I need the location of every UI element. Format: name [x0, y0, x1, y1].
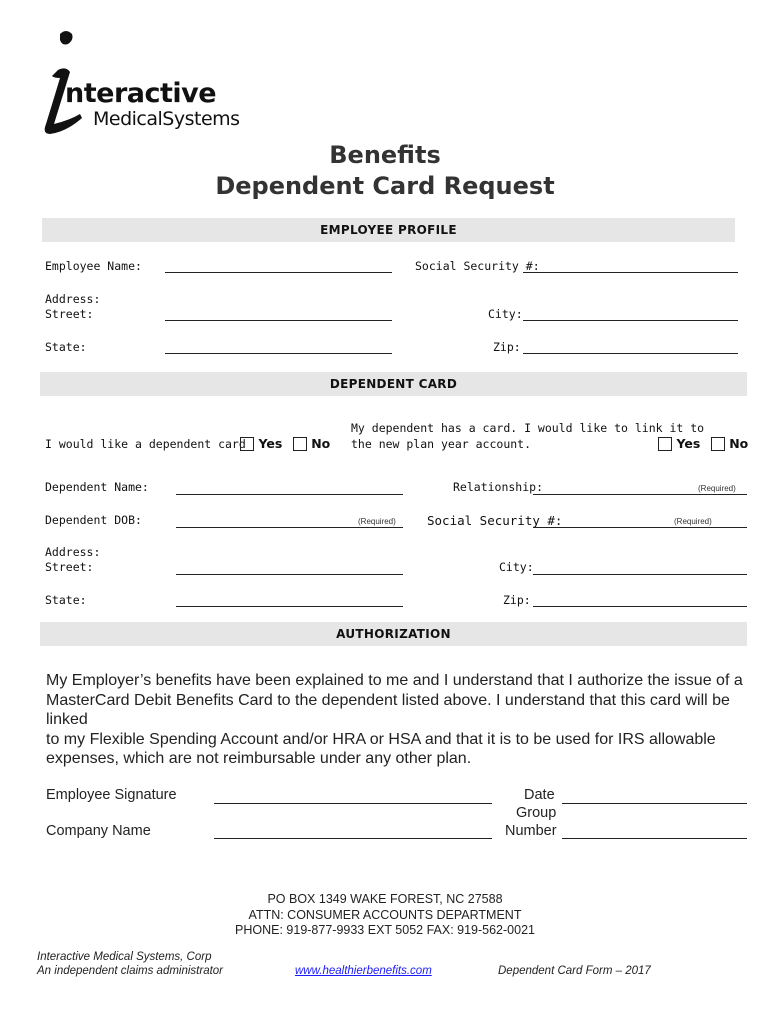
authorization-text-line1: My Employer’s benefits have been explained to me and I understand that I authorize the issue of a: [46, 672, 743, 689]
dependent-ssn-label: Social Security #:: [427, 513, 563, 528]
dependent-name-label: Dependent Name:: [45, 480, 149, 494]
mailing-address: PO BOX 1349 WAKE FOREST, NC 27588: [267, 892, 503, 906]
dependent-street-field[interactable]: [176, 574, 403, 575]
employee-signature-label: Employee Signature: [46, 787, 177, 803]
authorization-text-line2: MasterCard Debit Benefits Card to the dependent listed above. I understand that this card will be linked: [46, 691, 730, 728]
ssn-required-note: (Required): [674, 517, 712, 526]
logo: [40, 28, 250, 138]
employee-signature-field[interactable]: [214, 803, 492, 804]
date-field[interactable]: [562, 803, 747, 804]
want-card-yes-checkbox[interactable]: [240, 437, 254, 451]
has-card-label-line2: the new plan year account.: [351, 437, 532, 451]
dependent-street-label: Street:: [45, 560, 94, 574]
relationship-required-note: (Required): [698, 484, 736, 493]
employee-state-label: State:: [45, 340, 87, 354]
employee-name-field[interactable]: [165, 272, 392, 273]
dependent-address-label: Address:: [45, 545, 101, 559]
authorization-title: AUTHORIZATION: [336, 627, 451, 641]
attention-line: ATTN: CONSUMER ACCOUNTS DEPARTMENT: [248, 908, 522, 922]
authorization-text-line4: expenses, which are not reimbursable under any other plan.: [46, 750, 472, 767]
dependent-name-field[interactable]: [176, 494, 403, 495]
has-card-no-label: No: [729, 436, 749, 451]
dependent-zip-field[interactable]: [533, 606, 747, 607]
employee-street-label: Street:: [45, 307, 94, 321]
want-card-no-checkbox[interactable]: [293, 437, 307, 451]
has-card-yes-label: Yes: [676, 436, 701, 451]
employee-ssn-field[interactable]: [523, 272, 738, 273]
company-name-label: Company Name: [46, 823, 151, 839]
employee-zip-label: Zip:: [493, 340, 521, 354]
footer-website-link[interactable]: www.healthierbenefits.com: [295, 965, 432, 977]
dependent-state-field[interactable]: [176, 606, 403, 607]
employee-address-label: Address:: [45, 292, 101, 306]
has-card-label-line1: My dependent has a card. I would like to link it to: [351, 421, 705, 435]
employee-state-field[interactable]: [165, 353, 392, 354]
logo-wordmark: nteractive: [65, 78, 217, 109]
page-subtitle: Dependent Card Request: [215, 172, 555, 200]
employee-ssn-label: Social Security #:: [415, 259, 540, 273]
has-card-options: [658, 435, 748, 453]
page-title: Benefits: [329, 141, 441, 169]
dependent-card-header: [40, 372, 747, 396]
want-card-yes-label: Yes: [258, 436, 283, 451]
employee-city-label: City:: [488, 307, 523, 321]
date-label: Date: [524, 787, 555, 803]
want-card-no-label: No: [311, 436, 331, 451]
dependent-state-label: State:: [45, 593, 87, 607]
footer-company: Interactive Medical Systems, Corp: [37, 951, 212, 963]
dependent-zip-label: Zip:: [503, 593, 531, 607]
dob-required-note: (Required): [358, 517, 396, 526]
group-label: Group: [516, 805, 557, 821]
has-card-no-checkbox[interactable]: [711, 437, 725, 451]
dependent-dob-label: Dependent DOB:: [45, 513, 142, 527]
relationship-label: Relationship:: [453, 480, 544, 494]
employee-name-label: Employee Name:: [45, 259, 142, 273]
dependent-ssn-field[interactable]: [533, 527, 747, 528]
employee-profile-title: EMPLOYEE PROFILE: [320, 223, 457, 237]
authorization-header: [40, 622, 747, 646]
footer-form-id: Dependent Card Form – 2017: [498, 965, 651, 977]
employee-street-field[interactable]: [165, 320, 392, 321]
has-card-yes-checkbox[interactable]: [658, 437, 672, 451]
employee-profile-header: [42, 218, 735, 242]
dependent-card-title: DEPENDENT CARD: [329, 377, 458, 391]
authorization-text: [46, 671, 766, 769]
group-number-field[interactable]: [562, 838, 747, 839]
dependent-city-field[interactable]: [533, 574, 747, 575]
employee-zip-field[interactable]: [523, 353, 738, 354]
relationship-field[interactable]: [533, 494, 747, 495]
phone-fax-line: PHONE: 919-877-9933 EXT 5052 FAX: 919-562-0021: [235, 923, 535, 937]
dependent-dob-field[interactable]: [176, 527, 403, 528]
number-label: Number: [505, 823, 557, 839]
want-card-options: [240, 435, 330, 453]
footer-tagline: An independent claims administrator: [37, 965, 224, 977]
dependent-city-label: City:: [499, 560, 534, 574]
company-name-field[interactable]: [214, 838, 492, 839]
want-card-label: I would like a dependent card: [45, 437, 246, 451]
employee-city-field[interactable]: [523, 320, 738, 321]
authorization-text-line3: to my Flexible Spending Account and/or HRA or HSA and that it is to be used for IRS allowable: [46, 730, 716, 748]
logo-subtitle: MedicalSystems: [93, 108, 240, 130]
